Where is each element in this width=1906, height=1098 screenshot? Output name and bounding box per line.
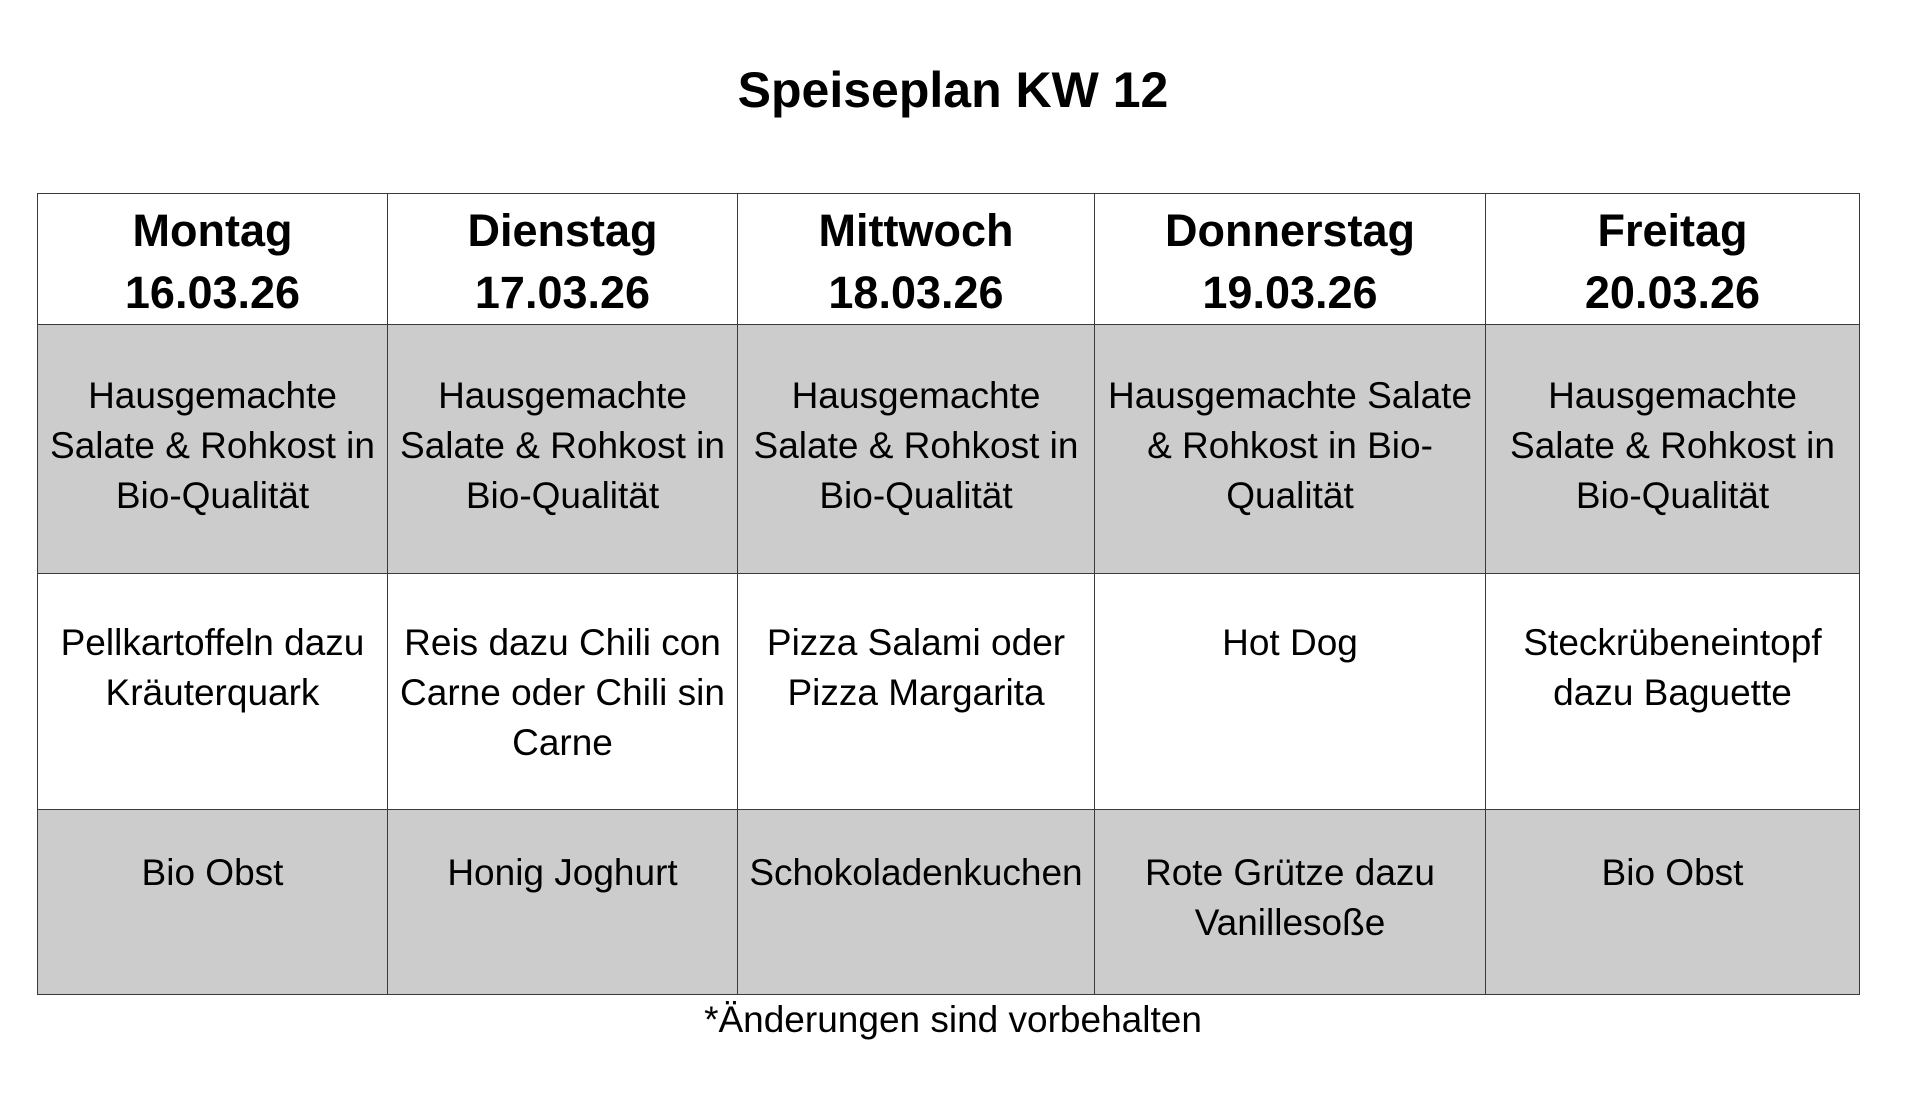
day-header-monday <box>38 194 388 325</box>
day-header-friday <box>1486 194 1860 325</box>
dessert-cell-tuesday: Honig Joghurt <box>388 810 738 995</box>
dessert-cell-wednesday: Schokoladenkuchen <box>738 810 1095 995</box>
day-name: Mittwoch <box>818 205 1014 256</box>
salad-cell-monday: Hausgemachte Salate & Rohkost in Bio-Qualität <box>38 325 388 574</box>
salad-cell-friday: Hausgemachte Salate & Rohkost in Bio-Qualität <box>1486 325 1860 574</box>
dessert-cell-monday: Bio Obst <box>38 810 388 995</box>
day-name: Freitag <box>1597 205 1748 256</box>
day-name: Dienstag <box>467 205 658 256</box>
day-name: Montag <box>132 205 293 256</box>
main-dish-cell-monday: Pellkartoffeln dazu Kräuterquark <box>38 574 388 810</box>
main-dish-row <box>38 574 1860 810</box>
main-dish-cell-wednesday: Pizza Salami oder Pizza Margarita <box>738 574 1095 810</box>
salad-cell-wednesday: Hausgemachte Salate & Rohkost in Bio-Qualität <box>738 325 1095 574</box>
dessert-cell-friday: Bio Obst <box>1486 810 1860 995</box>
main-dish-cell-friday: Steckrübeneintopf dazu Baguette <box>1486 574 1860 810</box>
salad-cell-tuesday: Hausgemachte Salate & Rohkost in Bio-Qualität <box>388 325 738 574</box>
salad-cell-thursday: Hausgemachte Salate & Rohkost in Bio-Qualität <box>1095 325 1486 574</box>
footnote: *Änderungen sind vorbehalten <box>704 999 1202 1040</box>
day-name: Donnerstag <box>1164 205 1416 256</box>
menu-table <box>37 193 1860 995</box>
day-header-wednesday <box>738 194 1095 325</box>
main-dish-cell-thursday: Hot Dog <box>1095 574 1486 810</box>
day-date: 18.03.26 <box>828 267 1004 318</box>
dessert-row <box>38 810 1860 995</box>
day-header-thursday <box>1095 194 1486 325</box>
main-dish-cell-tuesday: Reis dazu Chili con Carne oder Chili sin Carne <box>388 574 738 810</box>
day-date: 19.03.26 <box>1202 267 1378 318</box>
dessert-cell-thursday: Rote Grütze dazu Vanillesoße <box>1095 810 1486 995</box>
day-header-row <box>38 194 1860 325</box>
day-date: 17.03.26 <box>474 267 651 318</box>
day-header-tuesday <box>388 194 738 325</box>
day-date: 16.03.26 <box>124 267 301 318</box>
page-title: Speiseplan KW 12 <box>737 62 1169 118</box>
salad-row <box>38 325 1860 574</box>
day-date: 20.03.26 <box>1584 267 1761 318</box>
